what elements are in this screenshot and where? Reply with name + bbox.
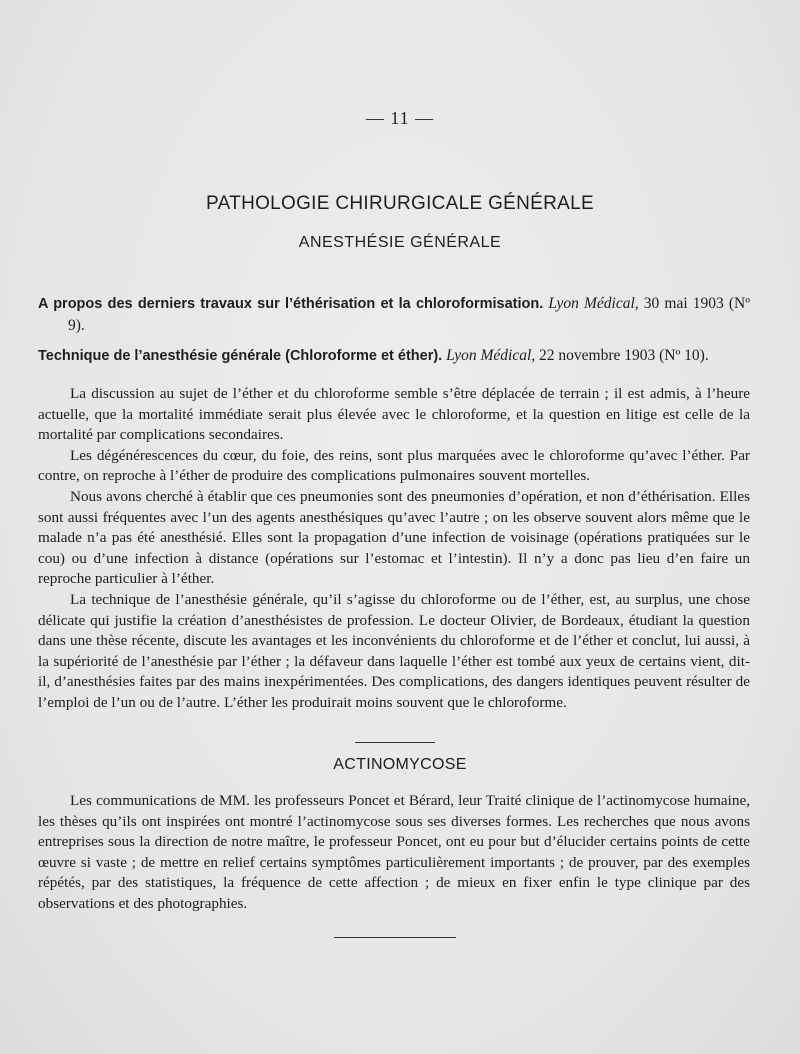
paragraph: Nous avons cherché à établir que ces pneumonies sont des pneumonies d’opération, et non d’éthérisation. Elles sont aussi fréquentes avec l’un des agents anesthésiques qu’avec l’autre ; on les observe souvent alors même que le malade n’a pas été anesthésié. Elles sont la propagation d’une infection de voisinage (opérations pratiquées sur le cou) ou d’une infection à distance (opérations sur l’estomac et l’intestin). Il n’y a donc pas lieu d’en faire un reproche particulier à l’éther.	[38, 487, 750, 588]
page-number: — 11 —	[365, 108, 435, 128]
subsection-title-anesthesie: ANESTHÉSIE GÉNÉRALE	[298, 234, 502, 251]
anesthesie-body	[38, 384, 750, 714]
reference-item	[38, 293, 750, 336]
reference-title: Technique de l’anesthésie générale (Chloroforme et éther).	[38, 348, 443, 364]
reference-list	[38, 293, 750, 376]
reference-details: 30 mai 1903 (Nº 9).	[68, 295, 751, 334]
section-divider	[355, 742, 435, 743]
paragraph: La technique de l’anesthésie générale, qu’il s’agisse du chloroforme ou de l’éther, est, au surplus, une chose délicate qui justifie la création d’anesthésistes de profession. Le docteur Olivier, de Bordeaux, étudiant la question dans une thèse récente, discute les avantages et les inconvénients du chloroforme et de l’éther et conclut, lui aussi, à la supériorité de l’anesthésie par l’éther ; la défaveur dans laquelle l’éther est tombé aux yeux de certains vient, dit-il, d’anesthésies faites par des mains inexpérimentées. Des complications, des dangers identiques peuvent résulter de l’emploi de l’un ou de l’autre. L’éther les produirait moins souvent que le chloroforme.	[38, 590, 750, 711]
section-title-actinomycose: ACTINOMYCOSE	[333, 756, 467, 773]
section-title-pathologie: PATHOLOGIE CHIRURGICALE GÉNÉRALE	[206, 193, 594, 214]
paragraph: Les communications de MM. les professeurs Poncet et Bérard, leur Traité clinique de l’actinomycose humaine, les thèses qu’ils ont inspirées ont montré l’actinomycose sous ses diverses formes. Les recherches que nous avons entreprises sous la direction de notre maître, le professeur Poncet, ont eu pour but d’élucider certains points de cette œuvre si vaste ; de mettre en relief certains symptômes particulièrement importants ; de prouver, par des exemples répétés, par des statistiques, la fréquence de cette affection ; de mieux en fixer enfin le type clinique par des observations et des photographies.	[38, 792, 750, 912]
reference-title: A propos des derniers travaux sur l’éthérisation et la chloroformisation.	[38, 296, 544, 312]
reference-item	[38, 345, 750, 367]
reference-details: 22 novembre 1903 (Nº 10).	[539, 347, 709, 364]
actinomycose-body	[38, 791, 750, 915]
end-divider	[334, 937, 456, 938]
reference-journal: Lyon Médical,	[548, 295, 639, 312]
paragraph: La discussion au sujet de l’éther et du chloroforme semble s’être déplacée de terrain ; il est admis, à l’heure actuelle, que la mortalité immédiate serait plus élevée avec le chloroforme, et la question en litige est celle de la mortalité par complications secondaires.	[38, 385, 750, 444]
paragraph: Les dégénérescences du cœur, du foie, des reins, sont plus marquées avec le chloroforme qu’avec l’éther. Par contre, on reproche à l’éther de produire des complications pulmonaires souvent mortelles.	[38, 446, 750, 485]
reference-journal: Lyon Médical,	[446, 347, 536, 364]
